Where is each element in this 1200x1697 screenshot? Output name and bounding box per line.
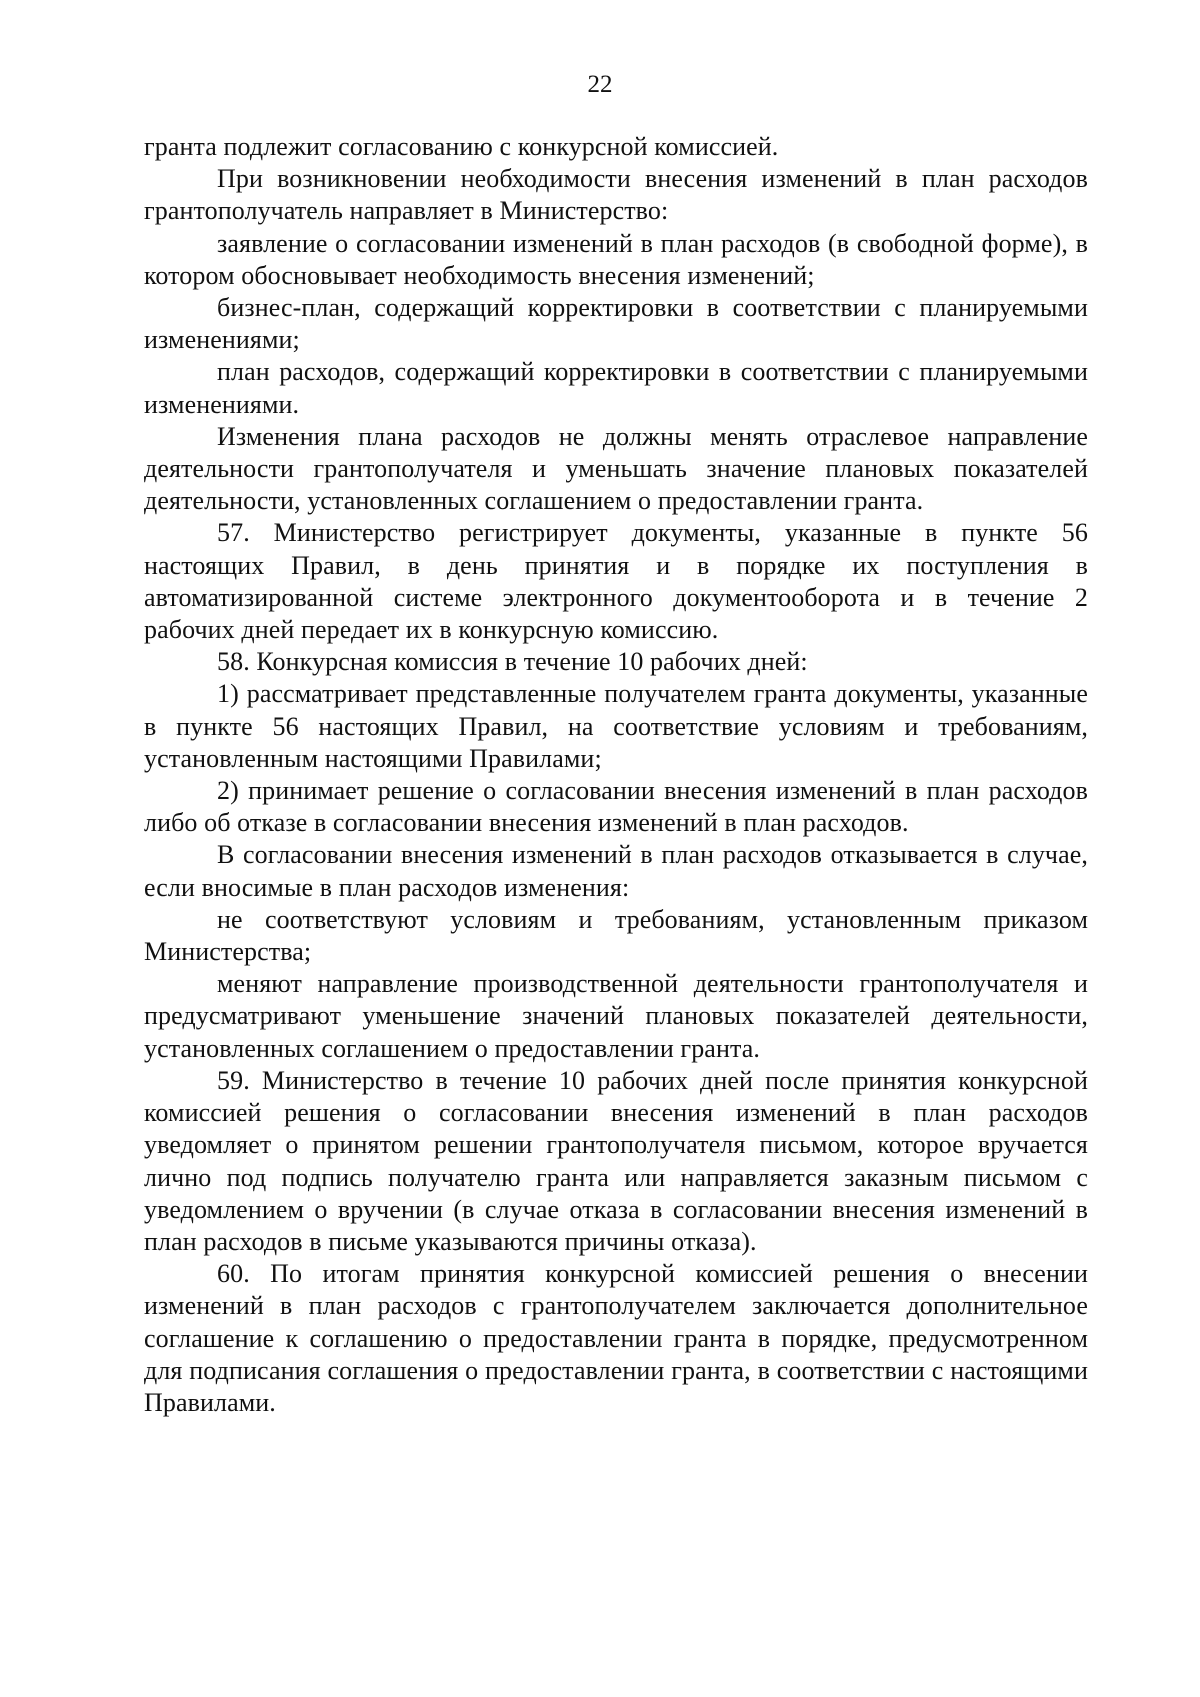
- paragraph-refusal-condition-1: не соответствуют условиям и требованиям, установленным приказом Министерства;: [144, 904, 1088, 967]
- document-body: [144, 131, 1088, 1419]
- paragraph-clause-59: 59. Министерство в течение 10 рабочих дней после принятия конкурсной комиссией решения о согласовании внесения изменений в план расходов уведомляет о принятом решении грантополучателя письмом, которое вручается лично под подпись получателю гранта или направляется заказным письмом с уведомлением о вручении (в случае отказа в согласовании внесения изменений в план расходов в письме указываются причины отказа).: [144, 1065, 1088, 1256]
- paragraph-continuation: гранта подлежит согласованию с конкурсной комиссией.: [144, 132, 779, 161]
- paragraph-clause-58: 58. Конкурсная комиссия в течение 10 рабочих дней:: [217, 647, 808, 677]
- paragraph-clause-58-item-1: 1) рассматривает представленные получателем гранта документы, указанные в пункте 56 настоящих Правил, на соответствие условиям и требованиям, установленным настоящими Правилами;: [144, 679, 1088, 773]
- paragraph-change-limits: Изменения плана расходов не должны менять отраслевое направление деятельности грантополучателя и уменьшать значение плановых показателей деятельности, установленных соглашением о предоставлении гранта.: [144, 421, 1088, 516]
- paragraph-expense-plan-item: план расходов, содержащий корректировки в соответствии с планируемыми изменениями.: [144, 357, 1088, 419]
- paragraph-clause-58-item-2: 2) принимает решение о согласовании внесения изменений в план расходов либо об отказе в согласовании внесения изменений в план расходов.: [144, 776, 1088, 838]
- paragraph-clause-60: 60. По итогам принятия конкурсной комиссией решения о внесении изменений в план расходов с грантополучателем заключается дополнительное соглашение к соглашению о предоставлении гранта в порядке, предусмотренном для подписания соглашения о предоставлении гранта, в соответствии с настоящими Правилами.: [144, 1259, 1088, 1417]
- paragraph-refusal-condition-2: меняют направление производственной деятельности грантополучателя и предусматривают уменьшение значений плановых показателей деятельности, установленных соглашением о предоставлении гранта.: [144, 969, 1088, 1063]
- paragraph-application-item: заявление о согласовании изменений в план расходов (в свободной форме), в котором обосновывает необходимость внесения изменений;: [144, 228, 1088, 290]
- paragraph-business-plan-item: бизнес-план, содержащий корректировки в соответствии с планируемыми изменениями;: [144, 293, 1088, 355]
- page-number: 22: [587, 71, 613, 98]
- paragraph-refusal-conditions: В согласовании внесения изменений в план расходов отказывается в случае, если вносимые в план расходов изменения:: [144, 840, 1088, 902]
- paragraph-clause-57: 57. Министерство регистрирует документы, указанные в пункте 56 настоящих Правил, в день принятия и в порядке их поступления в автоматизированной системе электронного документооборота и в течение 2 рабочих дней передает их в конкурсную комиссию.: [144, 518, 1088, 645]
- paragraph-change-request: При возникновении необходимости внесения изменений в план расходов грантополучатель направляет в Министерство:: [144, 164, 1088, 226]
